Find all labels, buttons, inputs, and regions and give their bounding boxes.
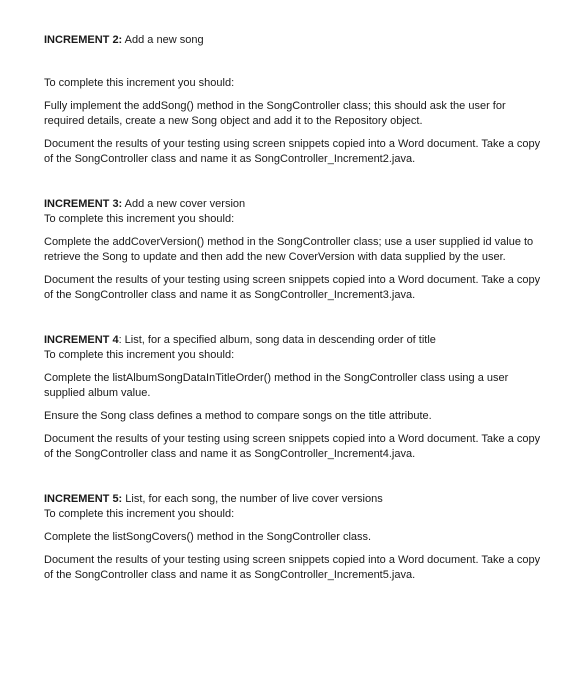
document-page — [44, 33, 544, 583]
increment-3-intro: To complete this increment you should: — [44, 213, 235, 225]
increment-5-paragraph-2: Document the results of your testing using screen snippets copied into a Word document. Take a copy of the SongController class and name it as SongController_Increment5.java. — [44, 554, 541, 581]
increment-4-intro: To complete this increment you should: — [44, 349, 235, 361]
increment-4-paragraph-3: Document the results of your testing using screen snippets copied into a Word document. Take a copy of the SongController class and name it as SongController_Increment4.java. — [44, 433, 541, 460]
increment-3-title: Add a new cover version — [122, 198, 246, 210]
increment-3-label: INCREMENT 3: — [44, 198, 123, 210]
increment-2-section — [44, 33, 544, 167]
increment-4-section — [44, 333, 544, 462]
increment-5-title: List, for each song, the number of live cover versions — [122, 493, 383, 505]
increment-3-paragraph-2: Document the results of your testing using screen snippets copied into a Word document. Take a copy of the SongController class and name it as SongController_Increment3.java. — [44, 274, 541, 301]
increment-3-heading — [44, 197, 544, 212]
increment-4-heading — [44, 333, 544, 348]
increment-5-intro: To complete this increment you should: — [44, 508, 235, 520]
increment-2-intro: To complete this increment you should: — [44, 77, 235, 89]
increment-5-heading — [44, 492, 544, 507]
increment-3-section — [44, 197, 544, 303]
increment-3-paragraph-1: Complete the addCoverVersion() method in the SongController class; use a user supplied id value to retrieve the Song to update and then add the new CoverVersion with data supplied by the user. — [44, 236, 534, 263]
increment-5-label: INCREMENT 5: — [44, 493, 123, 505]
increment-4-paragraph-2: Ensure the Song class defines a method to compare songs on the title attribute. — [44, 410, 432, 422]
increment-5-paragraph-1: Complete the listSongCovers() method in the SongController class. — [44, 531, 372, 543]
increment-4-paragraph-1: Complete the listAlbumSongDataInTitleOrder() method in the SongController class using a user supplied album value. — [44, 372, 509, 399]
increment-5-section — [44, 492, 544, 583]
increment-2-heading — [44, 33, 544, 48]
increment-2-paragraph-1: Fully implement the addSong() method in the SongController class; this should ask the user for required details, create a new Song object and add it to the Repository object. — [44, 100, 506, 127]
increment-2-label: INCREMENT 2: — [44, 34, 123, 46]
increment-2-paragraph-2: Document the results of your testing using screen snippets copied into a Word document. Take a copy of the SongController class and name it as SongController_Increment2.java. — [44, 138, 541, 165]
increment-4-title: : List, for a specified album, song data in descending order of title — [118, 334, 436, 346]
increment-4-label: INCREMENT 4 — [44, 334, 119, 346]
increment-2-title: Add a new song — [122, 34, 204, 46]
